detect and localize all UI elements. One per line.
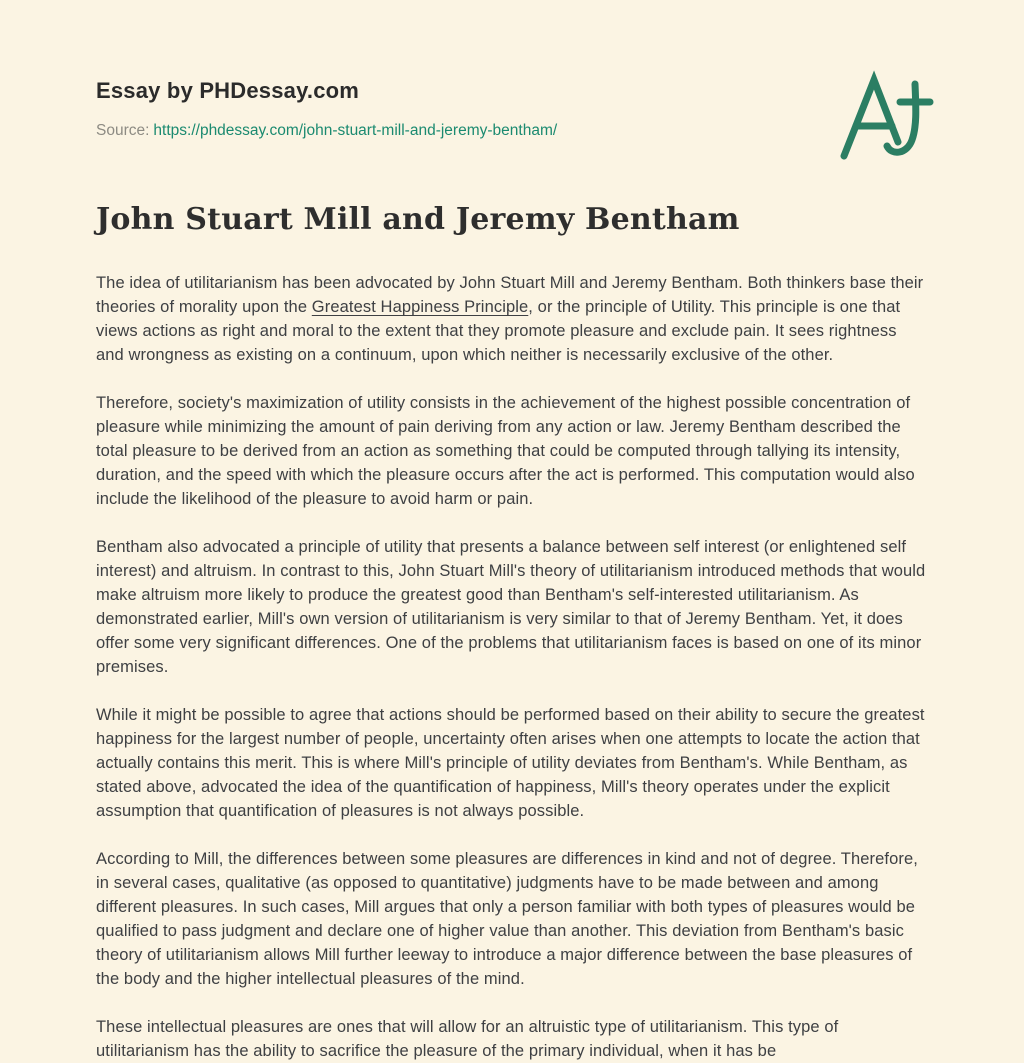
essay-title: John Stuart Mill and Jeremy Bentham [96,202,740,237]
source-label: Source: [96,122,150,139]
intro-text-after: , or the principle of Utility. This principle is one that views actions as right and moral to the extent that they promote pleasure and exclude pain. It sees rightness and wrongness as existing on a continuum, upon which neither is necessarily exclusive of the other. [96,298,901,364]
paragraph: Bentham also advocated a principle of utility that presents a balance between self interest (or enlightened self interest) and altruism. In contrast to this, John Stuart Mill's theory of utilitarianism introduced methods that would make altruism more likely to produce the greatest good than Bentham's self-interested utilitarianism. As demonstrated earlier, Mill's own version of utilitarianism is very similar to that of Jeremy Bentham. Yet, it does offer some very significant differences. One of the problems that utilitarianism faces is based on one of its minor premises. [96,538,926,676]
a-plus-logo-icon [836,68,936,168]
intro-text-before: The idea of utilitarianism has been advocated by John Stuart Mill and Jeremy Bentham. Both thinkers base their theories of morality upon the [96,274,924,316]
source-link[interactable]: https://phdessay.com/john-stuart-mill-and-jeremy-bentham/ [153,122,558,139]
paragraph: According to Mill, the differences between some pleasures are differences in kind and not of degree. Therefore, in several cases, qualitative (as opposed to quantitative) judgments have to be made between and among different pleasures. In such cases, Mill argues that only a person familiar with both types of pleasures would be qualified to pass judgment and declare one of higher value than another. This deviation from Bentham's basic theory of utilitarianism allows Mill further leeway to introduce a major difference between the base pleasures of the body and the higher intellectual pleasures of the mind. [96,850,918,988]
source-line [96,122,928,140]
phdessay-logo [836,68,936,168]
essay-body [96,271,928,1063]
greatest-happiness-principle-link[interactable]: Greatest Happiness Principle [311,298,529,316]
paragraph: Therefore, society's maximization of utility consists in the achievement of the highest possible concentration of pleasure while minimizing the amount of pain deriving from any action or law. Jeremy Bentham described the total pleasure to be derived from an action as something that could be computed through tallying its intensity, duration, and the speed with which the pleasure occurs after the act is performed. This computation would also include the likelihood of the pleasure to avoid harm or pain. [96,394,915,508]
paragraph: While it might be possible to agree that actions should be performed based on their ability to secure the greatest happiness for the largest number of people, uncertainty often arises when one attempts to locate the action that actually contains this merit. This is where Mill's principle of utility deviates from Bentham's. While Bentham, as stated above, advocated the idea of the quantification of happiness, Mill's theory operates under the explicit assumption that quantification of pleasures is not always possible. [96,706,925,820]
paragraph-intro [96,271,928,367]
site-header: Essay by PHDessay.com [96,78,360,103]
paragraph: These intellectual pleasures are ones that will allow for an altruistic type of utilitarianism. This type of utilitarianism has the ability to sacrifice the pleasure of the primary individual, when it has be [96,1018,839,1060]
